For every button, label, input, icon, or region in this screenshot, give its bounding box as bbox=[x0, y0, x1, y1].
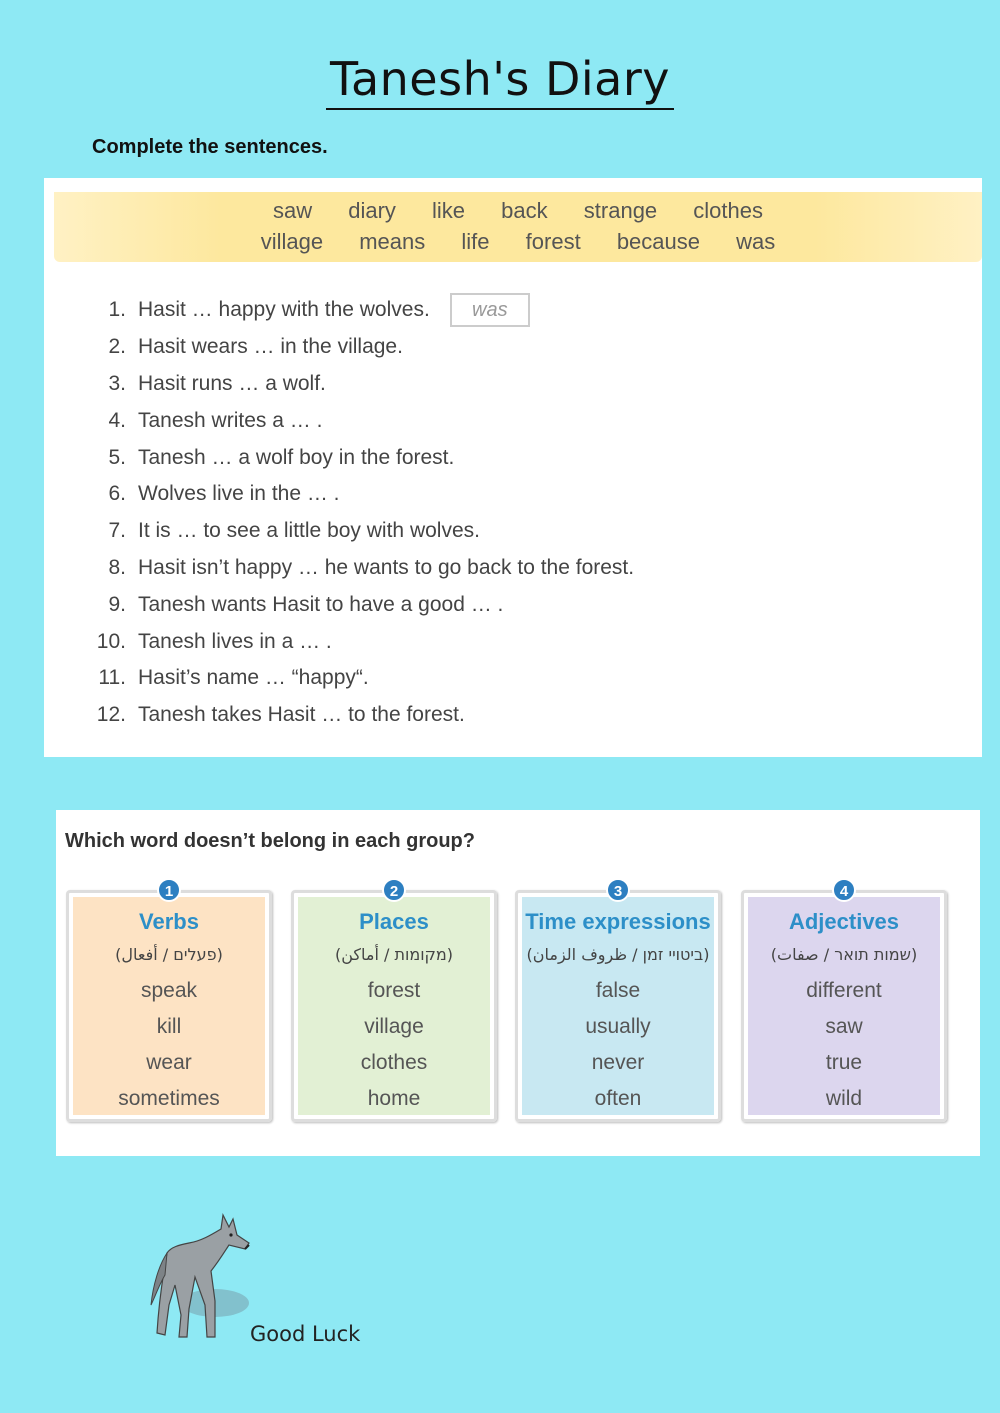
word-bank bbox=[54, 192, 982, 262]
sentence-text: Hasit isn’t happy … he wants to go back to the forest. bbox=[138, 555, 635, 579]
wolf-illustration bbox=[145, 1205, 255, 1345]
sentence-text: Tanesh … a wolf boy in the forest. bbox=[138, 445, 455, 469]
word-bank-word: clothes bbox=[693, 198, 764, 223]
sentence-text: Wolves live in the … . bbox=[138, 482, 340, 506]
sentence-number: 11. bbox=[98, 666, 126, 690]
sentence-text: Hasit runs … a wolf. bbox=[138, 371, 326, 395]
group-word[interactable]: clothes bbox=[360, 1051, 428, 1074]
group-subtitle: (ביטויי זמן / ظروف الزمان) bbox=[526, 945, 710, 964]
page-title: Tanesh's Diary bbox=[0, 52, 1000, 106]
answer-input[interactable]: was bbox=[450, 293, 530, 327]
sentence-number: 2. bbox=[108, 335, 126, 359]
group-title: Places bbox=[359, 909, 429, 934]
word-bank-word: village bbox=[260, 229, 324, 254]
word-bank-word: life bbox=[461, 229, 490, 254]
sentence-item bbox=[80, 550, 634, 587]
sentence-number: 5. bbox=[108, 445, 126, 469]
group-card bbox=[515, 883, 721, 1122]
group-number-badge: 1 bbox=[157, 878, 181, 902]
sentence-text: Tanesh wants Hasit to have a good … . bbox=[138, 592, 504, 616]
group-word[interactable]: wear bbox=[146, 1051, 192, 1074]
group-word[interactable]: speak bbox=[140, 979, 198, 1002]
group-card bbox=[66, 883, 272, 1122]
group-word[interactable]: usually bbox=[585, 1015, 651, 1038]
sentence-text: Tanesh takes Hasit … to the forest. bbox=[138, 703, 465, 727]
sentence-item bbox=[80, 292, 634, 329]
word-bank-word: because bbox=[616, 229, 700, 254]
sentence-item bbox=[80, 329, 634, 366]
group-number-badge: 3 bbox=[606, 878, 630, 902]
closing-text: Good Luck bbox=[250, 1322, 361, 1346]
sentence-item bbox=[80, 366, 634, 403]
sentence-number: 12. bbox=[96, 703, 126, 727]
group-word[interactable]: saw bbox=[825, 1015, 863, 1038]
group-subtitle: (מקומות / أماكن) bbox=[334, 945, 454, 964]
group-card-body bbox=[522, 897, 714, 1115]
group-word[interactable]: false bbox=[595, 979, 641, 1002]
sentence-item bbox=[80, 660, 634, 697]
group-subtitle: (פעלים / أفعال) bbox=[115, 945, 223, 964]
word-bank-word: means bbox=[359, 229, 426, 254]
group-card-body bbox=[73, 897, 265, 1115]
sentences-panel bbox=[44, 178, 982, 757]
group-word[interactable]: forest bbox=[367, 979, 421, 1002]
word-bank-word: forest bbox=[525, 229, 581, 254]
sentence-item bbox=[80, 513, 634, 550]
sentence-text: Hasit’s name … “happy“. bbox=[138, 666, 369, 690]
sentence-number: 10. bbox=[96, 629, 126, 653]
group-word[interactable]: village bbox=[364, 1015, 424, 1038]
sentence-item bbox=[80, 586, 634, 623]
word-bank-word: like bbox=[432, 198, 466, 223]
group-word[interactable]: wild bbox=[825, 1087, 863, 1110]
group-title: Adjectives bbox=[788, 909, 900, 934]
group-word[interactable]: sometimes bbox=[118, 1087, 220, 1110]
group-word[interactable]: kill bbox=[156, 1015, 182, 1038]
sentence-number: 1. bbox=[108, 298, 126, 322]
sentence-text: Tanesh writes a … . bbox=[138, 408, 323, 432]
word-bank-row bbox=[54, 229, 982, 255]
group-number-badge: 4 bbox=[832, 878, 856, 902]
group-title: Time expressions bbox=[525, 909, 711, 934]
odd-one-out-panel bbox=[56, 810, 980, 1156]
group-subtitle: (שמות תואר / صفات) bbox=[770, 945, 918, 964]
group-word[interactable]: never bbox=[591, 1051, 645, 1074]
word-bank-word: strange bbox=[583, 198, 658, 223]
sentence-number: 9. bbox=[108, 592, 126, 616]
group-card bbox=[291, 883, 497, 1122]
sentence-item bbox=[80, 697, 634, 734]
group-word[interactable]: different bbox=[806, 979, 882, 1002]
group-title: Verbs bbox=[139, 909, 199, 934]
word-bank-word: diary bbox=[348, 198, 396, 223]
sentence-number: 7. bbox=[108, 519, 126, 543]
sentence-item bbox=[80, 476, 634, 513]
sentence-text: Hasit … happy with the wolves. bbox=[138, 298, 430, 322]
odd-one-out-question: Which word doesn’t belong in each group? bbox=[65, 830, 475, 852]
sentence-text: It is … to see a little boy with wolves. bbox=[138, 519, 480, 543]
word-bank-row bbox=[54, 198, 982, 224]
group-word[interactable]: home bbox=[367, 1087, 421, 1110]
sentence-number: 8. bbox=[108, 555, 126, 579]
word-bank-word: saw bbox=[272, 198, 313, 223]
sentence-text: Hasit wears … in the village. bbox=[138, 335, 403, 359]
sentence-item bbox=[80, 402, 634, 439]
group-word[interactable]: often bbox=[594, 1087, 642, 1110]
sentence-number: 4. bbox=[108, 408, 126, 432]
word-bank-word: was bbox=[736, 229, 776, 254]
sentence-number: 3. bbox=[108, 371, 126, 395]
group-card-body bbox=[748, 897, 940, 1115]
sentence-item bbox=[80, 439, 634, 476]
sentence-item bbox=[80, 623, 634, 660]
sentence-text: Tanesh lives in a … . bbox=[138, 629, 332, 653]
instruction-text: Complete the sentences. bbox=[92, 136, 328, 158]
group-word[interactable]: true bbox=[825, 1051, 863, 1074]
sentence-number: 6. bbox=[108, 482, 126, 506]
sentence-list bbox=[80, 292, 634, 734]
group-number-badge: 2 bbox=[382, 878, 406, 902]
group-card-body bbox=[298, 897, 490, 1115]
group-card bbox=[741, 883, 947, 1122]
word-bank-word: back bbox=[501, 198, 548, 223]
